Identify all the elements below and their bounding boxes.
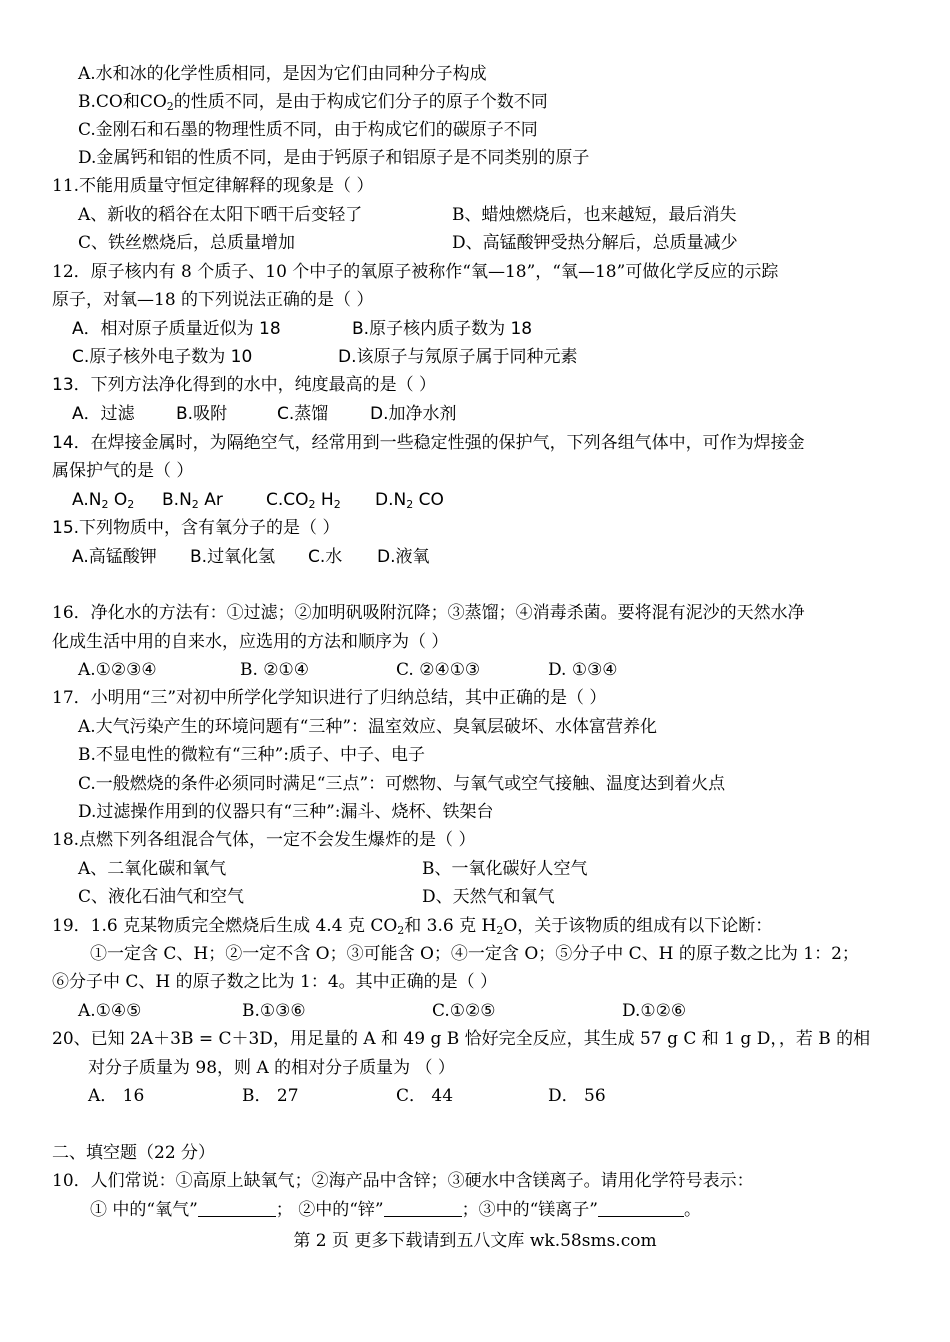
q20-option-c: C． 44 bbox=[396, 1086, 454, 1106]
q12-option-a: A．相对原子质量近似为 18 bbox=[72, 319, 281, 339]
q18-option-b: B、一氧化碳好人空气 bbox=[422, 859, 588, 879]
q11-option-d: D、高锰酸钾受热分解后，总质量减少 bbox=[452, 233, 738, 253]
section-title: 二、填空题（22 分） bbox=[52, 1143, 216, 1163]
fill-part-oxygen-label: ① 中的“氧气” bbox=[90, 1200, 198, 1220]
q14-stem-line2: 属保护气的是（ ） bbox=[52, 461, 194, 481]
q12-option-b: B.原子核内质子数为 18 bbox=[352, 319, 533, 339]
q15-option-b: B.过氧化氢 bbox=[190, 547, 276, 567]
q20-option-a: A． 16 bbox=[88, 1086, 145, 1106]
q19-stem-line3: ⑥分子中 C、H 的原子数之比为 1：4。其中正确的是（ ） bbox=[52, 972, 498, 992]
q15-stem: 15.下列物质中，含有氧分子的是（ ） bbox=[52, 518, 340, 538]
q20-option-d: D． 56 bbox=[548, 1086, 606, 1106]
q13-option-d: D.加净水剂 bbox=[370, 404, 457, 424]
fill-q10-stem: 10．人们常说：①高原上缺氧气；②海产品中含锌；③硬水中含镁离子。请用化学符号表示： bbox=[52, 1171, 754, 1191]
q19-option-d: D.①②⑥ bbox=[622, 1001, 687, 1021]
q11-option-a: A、新收的稻谷在太阳下晒干后变轻了 bbox=[78, 205, 363, 225]
page-footer: 第 2 页 更多下载请到五八文库 wk.58sms.com bbox=[293, 1231, 657, 1251]
q19-stem-line2: ①一定含 C、H；②一定不含 O；③可能含 O；④一定含 O；⑤分子中 C、H 的原子数之比为 1：2； bbox=[90, 944, 859, 964]
q15-option-d: D.液氧 bbox=[377, 547, 430, 567]
q15-option-c: C.水 bbox=[308, 547, 343, 567]
q16-stem-line1: 16．净化水的方法有：①过滤；②加明矾吸附沉降；③蒸馏；④消毒杀菌。要将混有泥沙的天然水净 bbox=[52, 603, 805, 623]
q19-option-a: A.①④⑤ bbox=[78, 1001, 142, 1021]
q16-option-a: A.①②③④ bbox=[78, 660, 157, 680]
q18-option-a: A、二氧化碳和氧气 bbox=[78, 859, 227, 879]
q19-stem-line1: 19．1.6 克某物质完全燃烧后生成 4.4 克 $CO_2$和 3.6 克 $H_2O$，关于该物质的组成有以下论断： bbox=[52, 916, 773, 937]
q20-stem-line1: 20、已知 2A＋3B = C＋3D，用足量的 A 和 49 g B 恰好完全反应，其生成 57 g C 和 1 g D，，若 B 的相 bbox=[52, 1029, 871, 1049]
q18-option-c: C、液化石油气和空气 bbox=[78, 887, 245, 907]
q10-option-c: C.金刚石和石墨的物理性质不同，由于构成它们的碳原子不同 bbox=[78, 120, 538, 140]
q12-stem-line1: 12．原子核内有 8 个质子、10 个中子的氧原子被称作“氧—18”，“氧—18”可做化学反应的示踪 bbox=[52, 262, 779, 282]
q17-option-a: A.大气污染产生的环境问题有“三种”：温室效应、臭氧层破坏、水体富营养化 bbox=[78, 717, 658, 737]
q17-option-c: C.一般燃烧的条件必须同时满足“三点”：可燃物、与氧气或空气接触、温度达到着火点 bbox=[78, 774, 726, 794]
q18-stem: 18.点燃下列各组混合气体，一定不会发生爆炸的是（ ） bbox=[52, 830, 476, 850]
q20-option-b: B． 27 bbox=[242, 1086, 299, 1106]
q14-option-c: $C.CO_2$ $H_2$ bbox=[266, 490, 341, 511]
q20-stem-line2: 对分子质量为 98，则 A 的相对分子质量为 （ ） bbox=[88, 1058, 455, 1078]
q10-option-a: A.水和冰的化学性质相同，是因为它们由同种分子构成 bbox=[78, 64, 487, 84]
q16-option-d: D. ①③④ bbox=[548, 660, 618, 680]
q16-option-b: B. ②①④ bbox=[240, 660, 310, 680]
q14-option-b: $B.N_2$ Ar bbox=[162, 490, 223, 511]
q13-stem: 13．下列方法净化得到的水中，纯度最高的是（ ） bbox=[52, 375, 437, 395]
answer-blank-oxygen[interactable] bbox=[198, 1200, 276, 1217]
q17-option-b: B.不显电性的微粒有“三种”:质子、中子、电子 bbox=[78, 745, 426, 765]
q10-option-b: B.CO和$CO_2$的性质不同，是由于构成它们分子的原子个数不同 bbox=[78, 92, 548, 113]
q19-option-b: B.①③⑥ bbox=[242, 1001, 306, 1021]
q13-option-c: C.蒸馏 bbox=[277, 404, 329, 424]
q19-option-c: C.①②⑤ bbox=[432, 1001, 496, 1021]
fill-part-magnesium-label: ；③中的“镁离子” bbox=[461, 1200, 598, 1220]
q12-option-c: C.原子核外电子数为 10 bbox=[72, 347, 253, 367]
q11-stem: 11.不能用质量守恒定律解释的现象是（ ） bbox=[52, 176, 374, 196]
q11-option-c: C、铁丝燃烧后，总质量增加 bbox=[78, 233, 296, 253]
q13-option-b: B.吸附 bbox=[176, 404, 228, 424]
answer-blank-magnesium-ion[interactable] bbox=[598, 1200, 684, 1217]
q18-option-d: D、天然气和氧气 bbox=[422, 887, 555, 907]
q14-option-d: $D.N_2$ CO bbox=[375, 490, 444, 511]
q15-option-a: A.高锰酸钾 bbox=[72, 547, 157, 567]
q13-option-a: A．过滤 bbox=[72, 404, 135, 424]
q16-option-c: C. ②④①③ bbox=[396, 660, 481, 680]
q14-option-a: $A.N_2$ $O_2$ bbox=[72, 490, 135, 511]
q16-stem-line2: 化成生活中用的自来水，应选用的方法和顺序为（ ） bbox=[52, 632, 449, 652]
q17-stem: 17．小明用“三”对初中所学化学知识进行了归纳总结，其中正确的是（ ） bbox=[52, 688, 607, 708]
q17-option-d: D.过滤操作用到的仪器只有“三种”:漏斗、烧杯、铁架台 bbox=[78, 802, 494, 822]
fill-part-zinc-label: ； ②中的“锌” bbox=[275, 1200, 384, 1220]
q10-option-d: D.金属钙和铝的性质不同，是由于钙原子和铝原子是不同类别的原子 bbox=[78, 148, 590, 168]
fill-q10-blanks: ① 中的“氧气” ； ②中的“锌” ；③中的“镁离子” 。 bbox=[90, 1200, 701, 1220]
q14-stem-line1: 14．在焊接金属时，为隔绝空气，经常用到一些稳定性强的保护气，下列各组气体中，可作为焊接金 bbox=[52, 433, 805, 453]
answer-blank-zinc[interactable] bbox=[384, 1200, 462, 1217]
q12-option-d: D.该原子与氖原子属于同种元素 bbox=[338, 347, 578, 367]
q11-option-b: B、蜡烛燃烧后，也来越短，最后消失 bbox=[452, 205, 737, 225]
q12-stem-line2: 原子，对氧—18 的下列说法正确的是（ ） bbox=[52, 290, 374, 310]
